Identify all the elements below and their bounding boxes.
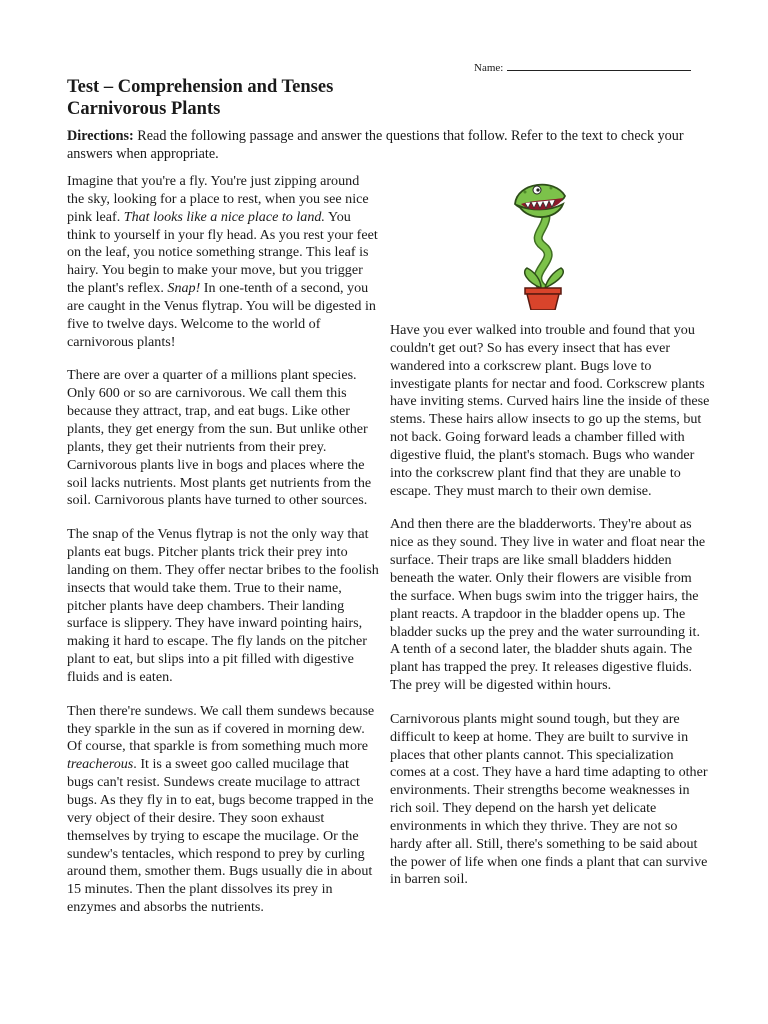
paragraph-species: There are over a quarter of a millions plant species. Only 600 or so are carnivorous. We call them this because they attract, trap, and eat bugs. Like other plants, they get energy from the sun. But unlike other plants, they get their nutrients from their prey. Carnivorous plants live in bogs and places where the soil lacks nutrients. Most plants get nutrients from the soil. Carnivorous plants have turned to other sources. <box>67 367 372 509</box>
italic-text: treacherous <box>67 756 134 773</box>
italic-text: That looks like a nice place to land. <box>123 208 325 225</box>
venus-flytrap-in-pot-icon <box>505 176 577 310</box>
paragraph-sundews <box>67 703 379 917</box>
name-blank-line[interactable] <box>507 59 691 71</box>
paragraph-conclusion: Carnivorous plants might sound tough, but they are difficult to keep at home. They are built to survive in places that other plants cannot. This specialization comes at a cost. They have a hard time adapting to other environments. Their strengths become weaknesses in rich soil. They depend on the harsh yet delicate environments in which they thrive. They are not so hardy after all. Still, there's something to be said about the power of life when one finds a plant that can survive in barren soil. <box>390 710 708 888</box>
title-line-2: Carnivorous Plants <box>67 99 221 119</box>
title-line-1: Test – Comprehension and Tenses <box>67 77 334 97</box>
paragraph-pitcher-plants: The snap of the Venus flytrap is not the only way that plants eat bugs. Pitcher plants trick their prey into landing on them. They offer nectar bribes to the foolish insects that would take them. True to their name, pitcher plants have deep chambers. Their landing surface is slippery. They have inward pointing hairs, making it hard to escape. The fly lands on the pitcher plant to eat, but slips into a pit filled with digestive fluids and is eaten. <box>67 526 379 685</box>
text-run: In one-tenth of a second, you are caught in the Venus flytrap. You will be digested in five to twelve days. Welcome to the world of carnivorous plants! <box>67 280 376 350</box>
paragraph-fly-intro <box>67 173 379 351</box>
directions-text: Read the following passage and answer the questions that follow. Refer to the text to check your answers when appropriate. <box>67 128 684 162</box>
text-run: Imagine that you're a fly. You're just zipping around the sky, looking for a place to rest, when you see nice pink leaf. <box>67 173 369 225</box>
directions <box>67 127 699 163</box>
italic-text: Snap! <box>167 280 201 297</box>
name-field <box>474 59 691 75</box>
page-title <box>67 76 333 120</box>
passage-right-column <box>390 322 710 905</box>
directions-label: Directions: <box>67 128 134 144</box>
name-label: Name: <box>474 62 504 74</box>
paragraph-corkscrew-plants: Have you ever walked into trouble and found that you couldn't get out? So has every insect that has ever wandered into a corkscrew plant. Bugs love to investigate plants for nectar and food. Corkscrew plants have inviting stems. Curved hairs line the inside of these stems. These hairs allow insects to go up the stems, but not back. Going forward leads a chamber filled with digestive fluid, the plant's stomach. Bugs who wander into the corkscrew plant find that they are unable to escape. They must march to their own demise. <box>390 322 710 499</box>
text-run: You think to yourself in your fly head. As you rest your feet on the leaf, you notice something strange. This leaf is hairy. You begin to make your move, but you trigger the plant's reflex. <box>67 208 378 297</box>
passage-left-column <box>67 173 379 933</box>
text-run: . It is a sweet goo called mucilage that bugs can't resist. Sundews create mucilage to attract bugs. As they fly in to eat, bugs become trapped in the very object of their desire. They soon exhaust themselves by trying to escape the mucilage. Or the sundew's tentacles, which respond to prey by curling around them, smother them. Bugs usually die in about 15 minutes. Then the plant dissolves its prey in enzymes and absorbs the nutrients. <box>67 756 374 916</box>
text-run: Then there're sundews. We call them sundews because they sparkle in the sun as if covered in morning dew. Of course, that sparkle is from something much more <box>67 702 375 755</box>
paragraph-bladderworts: And then there are the bladderworts. They're about as nice as they sound. They live in water and float near the surface. Their traps are like small bladders hidden beneath the water. Only their flowers are visible from the surface. When bugs swim into the trigger hairs, the plant reacts. A trapdoor in the bladder opens up. The bladder sucks up the prey and the water surrounding it. A tenth of a second later, the bladder shuts again. The plant has trapped the prey. It releases digestive fluids. The prey will be digested within hours. <box>390 516 706 694</box>
